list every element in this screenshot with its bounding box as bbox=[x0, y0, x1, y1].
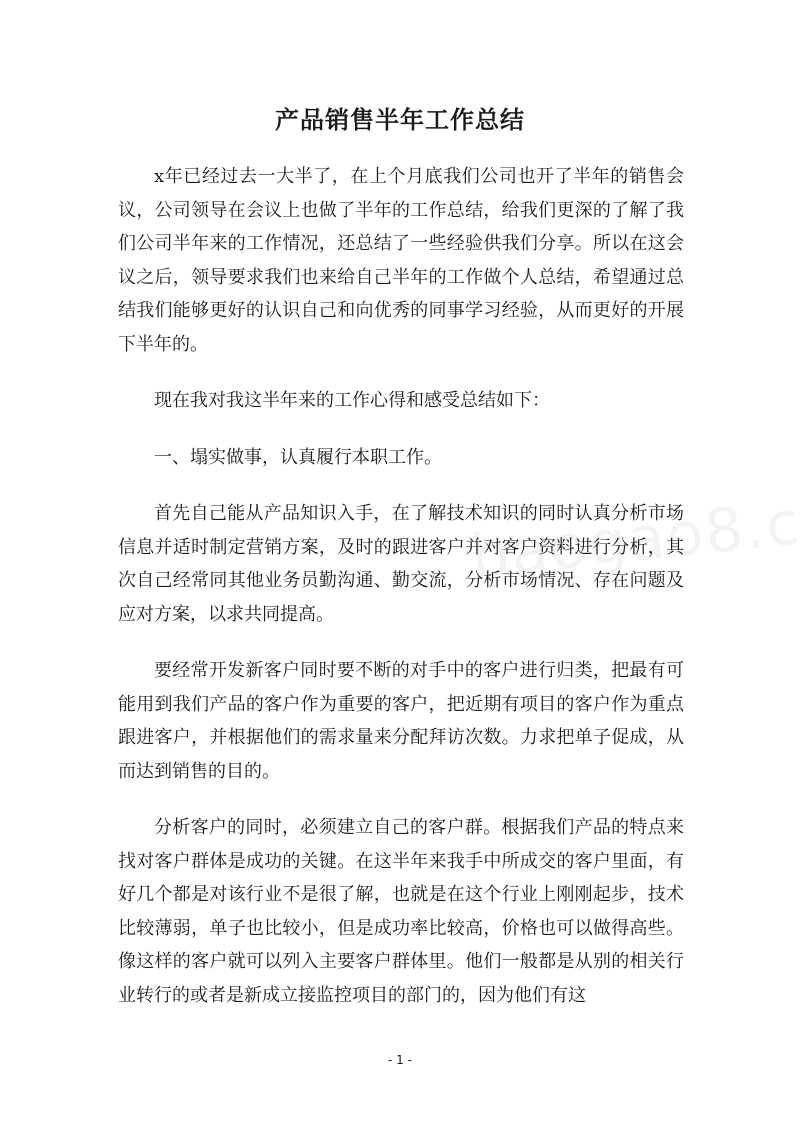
document-body bbox=[118, 160, 684, 1035]
paragraph-intro: x年已经过去一大半了，在上个月底我们公司也开了半年的销售会议，公司领导在会议上也做了半年的工作总结，给我们更深的了解了我们公司半年来的工作情况，还总结了一些经验供我们分享。所以在这会议之后，领导要求我们也来给自己半年的工作做个人总结，希望通过总结我们能够更好的认识自己和向优秀的同事学习经验，从而更好的开展下半年的。 bbox=[118, 166, 684, 355]
document-title: 产品销售半年工作总结 bbox=[275, 106, 525, 134]
paragraph-product-knowledge: 首先自己能从产品知识入手，在了解技术知识的同时认真分析市场信息并适时制定营销方案，及时的跟进客户并对客户资料进行分析，其次自己经常同其他业务员勤沟通、勤交流，分析市场情况、存在问题及应对方案，以求共同提高。 bbox=[118, 503, 684, 625]
paragraph-new-customers: 要经常开发新客户同时要不断的对手中的客户进行归类，把最有可能用到我们产品的客户作为重要的客户，把近期有项目的客户作为重点跟进客户，并根据他们的需求量来分配拜访次数。力求把单子促成，从而达到销售的目的。 bbox=[118, 660, 684, 782]
paragraph-customer-group: 分析客户的同时，必须建立自己的客户群。根据我们产品的特点来找对客户群体是成功的关键。在这半年来我手中所成交的客户里面，有好几个都是对该行业不是很了解，也就是在这个行业上刚刚起步，技术比较薄弱，单子也比较小，但是成功率比较高，价格也可以做得高些。像这样的客户就可以列入主要客户群体里。他们一般都是从别的相关行业转行的或者是新成立接监控项目的部门的，因为他们有这 bbox=[118, 817, 684, 1006]
page-number: - 1 - bbox=[388, 1053, 412, 1067]
section-heading-1: 一、塌实做事，认真履行本职工作。 bbox=[154, 446, 442, 468]
paragraph-summary-lead: 现在我对我这半年来的工作心得和感受总结如下： bbox=[154, 390, 550, 411]
